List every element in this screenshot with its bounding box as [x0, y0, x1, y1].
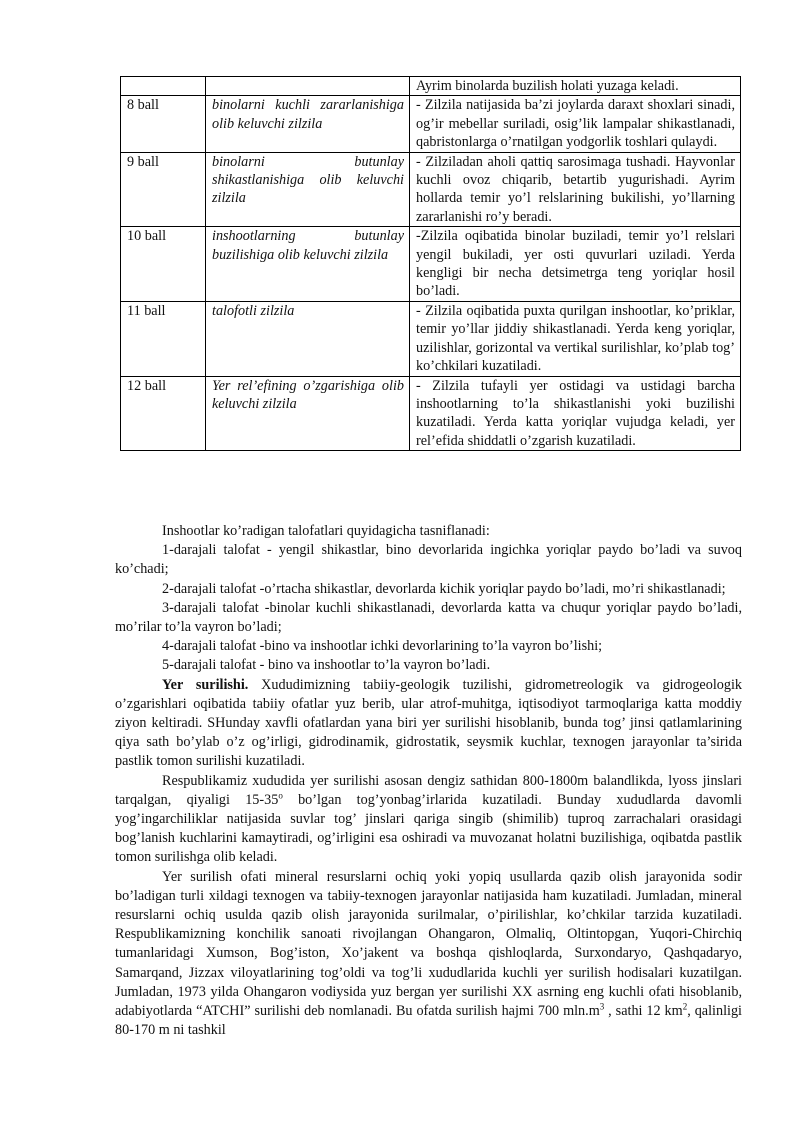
description-cell: - Zilzila tufayli yer ostidagi va ustidagi barcha inshootlarning to’la shikastlanishi yoki buzilishi kuzatiladi. Yerda katta yoriqlar vujudga keladi, yer rel’efida shiddatli o’zgarish kuzatiladi. — [410, 376, 741, 451]
ball-cell — [121, 77, 206, 96]
name-cell: binolarni kuchli zararlanishiga olib keluvchi zilzila — [206, 96, 410, 152]
ball-cell: 11 ball — [121, 301, 206, 376]
paragraph-text: bo’lgan tog’yonbag’irlarida kuzatiladi. Bunday xududlarda davomli yog’ingarchiliklar natijasida suvlar tog’ jinslari qariga singib (shimilib) tuproq zarrachalari orasidagi bog’lanish kuchlarini kamaytiradi, og’irligini esa oshiradi va muvozanat holatni buzilishiga, oqibatda pastlik tomon surilishga olib keladi. — [115, 791, 742, 866]
name-cell — [206, 77, 410, 96]
name-cell: talofotli zilzila — [206, 301, 410, 376]
description-cell: -Zilzila oqibatida binolar buziladi, temir yo’l relslari yengil bukiladi, yer osti quvurlari uziladi. Yerda kengligi bir necha detsimetrga teng yoriqlar hosil bo’ladi. — [410, 227, 741, 302]
paragraph-text: , qalinligi 80-170 m ni tashkil — [115, 1003, 742, 1039]
paragraph — [115, 772, 742, 868]
cubic-superscript: 3 — [599, 1001, 605, 1012]
paragraph: 5-darajali talofat - bino va inshootlar to’la vayron bo’ladi. — [162, 657, 491, 674]
description-cell: - Zilziladan aholi qattiq sarosimaga tushadi. Hayvonlar kuchli ovoz chiqarib, betartib yugurishadi. Ayrim hollarda temir yo’l relslarining bukilishi, yo’llarning zararlanishi ro’y beradi. — [410, 152, 741, 227]
paragraph-text: Xududimizning tabiiy-geologik tuzilishi, gidrometreologik va gidrogeologik o’zgarishlari oqibatida tabiiy ofatlar yuz berib, ular atrof-muhitga, iqtisodiyot tarmoqlariga katta moddiy ziyon keltiradi. SHunday xavfli ofatlardan yana biri yer surilishi hisoblanib, bunda tog’ jinsi qatlamlarining qiya sath bo’ylab o’z og’irligi, gidrodinamik, gidrostatik, seysmik kuchlar, texnogen jarayonlar ta’sirida pastlik tomon surilishi kuzatiladi. — [115, 676, 742, 770]
table-row — [121, 376, 741, 451]
earthquake-scale-table — [120, 76, 741, 451]
name-cell: inshootlarning butunlay buzilishiga olib keluvchi zilzila — [206, 227, 410, 302]
paragraph-text: , sathi 12 km — [604, 1003, 683, 1020]
description-cell: - Zilzila oqibatida puxta qurilgan inshootlar, ko’priklar, temir yo’llar jiddiy shikastlanadi. Yerda keng yoriqlar, uzilishlar, gorizontal va vertikal surilishlar, ko’plab tog’ ko’chkilari kuzatiladi. — [410, 301, 741, 376]
paragraph: 3-darajali talofat -binolar kuchli shikastlanadi, devorlarda katta va chuqur yoriqlar paydo bo’ladi, mo’rilar to’la vayron bo’ladi; — [115, 599, 742, 636]
table-row — [121, 301, 741, 376]
table-row — [121, 96, 741, 152]
name-cell: Yer rel’efining o’zgarishiga olib keluvchi zilzila — [206, 376, 410, 451]
table-row — [121, 227, 741, 302]
paragraph: 4-darajali talofat -bino va inshootlar ichki devorlarining to’la vayron bo’lishi; — [162, 638, 603, 655]
paragraph-text: Yer surilish ofati mineral resurslarni ochiq yoki yopiq usullarda qazib olish jarayonida sodir bo’ladigan turli xildagi texnogen va tabiiy-texnogen jarayonlar natijasida ham kuzatiladi. Jumladan, mineral resurslarni ochiq usulda qazib olish jarayonida surilmalar, o’pirilishlar, ko’chkilar tarzida kuzatiladi. Respublikamizning konchilik sanoati rivojlangan Ohangaron, Olmaliq, Oltintopgan, Yuqori-Chirchiq tumanlaridagi Xumson, Bog’iston, Xo’jakent va boshqa qishloqlarda, Surxondaryo, Qashqadaryo, Samarqand, Jizzax viloyatlarining tog’oldi va tog’li xududlarida kuchli yer surilish hodisalari kuzatilgan. Jumladan, 1973 yilda Ohangaron vodiysida yuz bergan yer surilishi XX asrning eng kuchli ofati hisoblanib, adabiyotlarda “ATCHI” surilishi deb nomlanadi. Bu ofatda surilish hajmi 700 mln.m — [115, 868, 742, 1020]
description-cell: - Zilzila natijasida ba’zi joylarda daraxt shoxlari sinadi, og’ir mebellar suriladi, osig’lik lampalar shikastlanadi, qabristonlarga o’rnatilgan yodgorlik toshlari qulaydi. — [410, 96, 741, 152]
name-cell: binolarni butunlay shikastlanishiga olib keluvchi zilzila — [206, 152, 410, 227]
body-text — [115, 522, 742, 1040]
ball-cell: 10 ball — [121, 227, 206, 302]
square-superscript: 2 — [682, 1001, 688, 1012]
table-row — [121, 77, 741, 96]
paragraph: 2-darajali talofat -o’rtacha shikastlar, devorlarda kichik yoriqlar paydo bo’ladi, mo’ri shikastlanadi; — [162, 580, 726, 597]
ball-cell: 8 ball — [121, 96, 206, 152]
description-cell: Ayrim binolarda buzilish holati yuzaga keladi. — [410, 77, 741, 96]
ball-cell: 9 ball — [121, 152, 206, 227]
paragraph-text: Respublikamiz xududida yer surilishi asosan dengiz sathidan 800-1800m balandlikda, lyoss jinslari tarqalgan, qiyaligi 15-35 — [115, 772, 742, 808]
table-row — [121, 152, 741, 227]
section-heading: Yer surilishi. — [162, 676, 249, 693]
paragraph: 1-darajali talofat - yengil shikastlar, bino devorlarida ingichka yoriqlar paydo bo’ladi va suvoq ko’chadi; — [115, 542, 742, 578]
ball-cell: 12 ball — [121, 376, 206, 451]
paragraph: Inshootlar ko’radigan talofatlari quyidagicha tasniflanadi: — [162, 523, 490, 539]
paragraph — [115, 868, 742, 1041]
degree-superscript: o — [278, 790, 283, 801]
paragraph — [115, 676, 742, 772]
